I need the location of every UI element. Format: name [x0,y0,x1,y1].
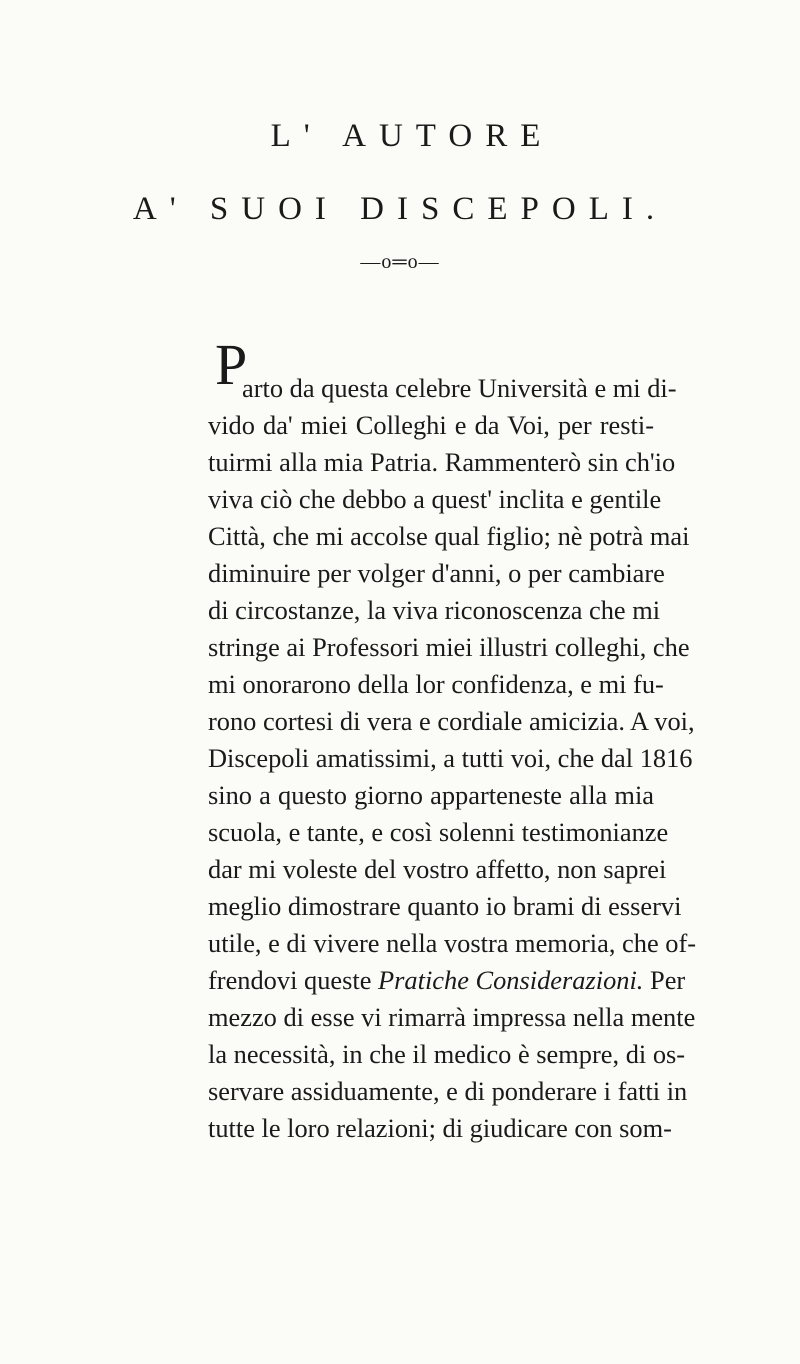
text-line: servare assiduamente, e di ponderare i fatti in [208,1076,688,1106]
text-segment: frendovi queste [208,965,372,995]
text-line: utile, e di vivere nella vostra memoria, che of- [208,928,697,958]
text-line: scuola, e tante, e così solenni testimonianze [208,817,669,847]
author-heading: L' AUTORE [270,118,554,154]
body-paragraph [208,370,697,1147]
ornament-divider: —o═o— [360,251,440,273]
drop-cap: P [215,332,248,397]
dedication-heading: A' SUOI DISCEPOLI. [132,191,668,227]
text-line: Città, che mi accolse qual figlio; nè potrà mai [208,521,690,551]
text-line: tuirmi alla mia Patria. Rammenterò sin ch'io [208,447,676,477]
text-line: di circostanze, la viva riconoscenza che mi [208,595,661,625]
text-line: diminuire per volger d'anni, o per cambiare [208,558,665,588]
text-line: mezzo di esse vi rimarrà impressa nella mente [208,1002,696,1032]
text-line: viva ciò che debbo a quest' inclita e gentile [208,484,662,514]
text-line: vido da' miei Colleghi e da Voi, per resti- [208,410,654,440]
text-line: rono cortesi di vera e cordiale amicizia. A voi, [208,706,695,736]
text-line: meglio dimostrare quanto io brami di esservi [208,891,682,921]
italic-title: Pratiche Considerazioni. [378,965,644,995]
text-line: Discepoli amatissimi, a tutti voi, che dal 1816 [208,743,693,773]
text-line: tutte le loro relazioni; di giudicare con som- [208,1113,672,1143]
text-segment: Per [650,965,686,995]
text-line-with-italic [208,962,686,999]
text-line: stringe ai Professori miei illustri colleghi, che [208,632,690,662]
text-line: dar mi voleste del vostro affetto, non saprei [208,854,667,884]
text-line: arto da questa celebre Università e mi di- [242,373,677,403]
text-line: mi onorarono della lor confidenza, e mi fu- [208,669,664,699]
text-line: sino a questo giorno apparteneste alla mia [208,780,654,810]
text-line: la necessità, in che il medico è sempre, di os- [208,1039,686,1069]
